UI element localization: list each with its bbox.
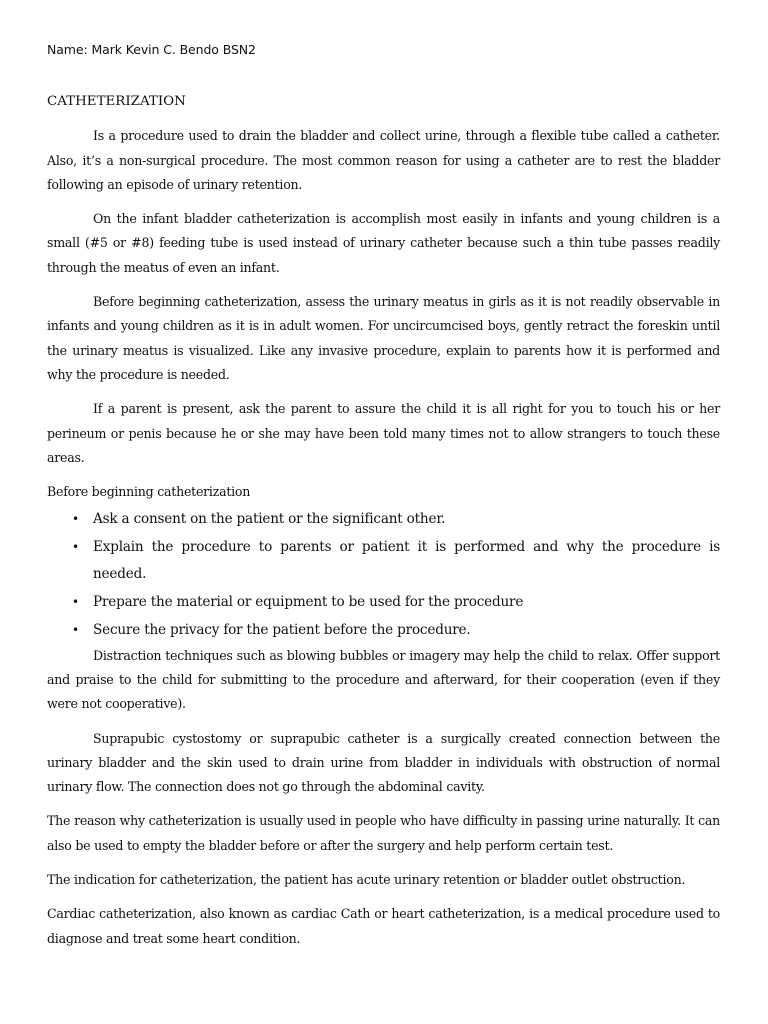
bullet-icon: • [72, 622, 79, 637]
paragraph-parent-present: If a parent is present, ask the parent to assure the child it is all right for you to touch his or her perineum or penis because he or she may have been told many times not to allow strangers to touch these areas. [47, 401, 720, 465]
paragraph-distraction: Distraction techniques such as blowing bubbles or imagery may help the child to relax. Offer support and praise to the child for submitting to the procedure and afterward, for their cooperation (even if they were not cooperative). [47, 647, 720, 712]
bullet-icon: • [72, 594, 79, 609]
paragraph-suprapubic: Suprapubic cystostomy or suprapubic catheter is a surgically created connection between the urinary bladder and the skin used to drain urine from bladder in individuals with obstruction of normal urinary flow. The connection does not go through the abdominal cavity. [47, 730, 720, 795]
preparation-list [47, 506, 720, 643]
document-body [47, 90, 720, 961]
list-item [72, 506, 720, 532]
paragraph-cardiac: Cardiac catheterization, also known as cardiac Cath or heart catheterization, is a medical procedure used to diagnose and treat some heart condition. [47, 906, 720, 946]
bullet-icon: • [72, 540, 79, 555]
list-item-text: Ask a consent on the patient or the significant other. [93, 511, 446, 528]
list-item [72, 534, 720, 587]
paragraph-reason: The reason why catheterization is usually used in people who have difficulty in passing urine naturally. It can also be used to empty the bladder before or after the surgery and help perform certain test. [47, 813, 720, 853]
list-item-text: Explain the procedure to parents or patient it is performed and why the procedure is needed. [93, 539, 720, 582]
paragraph-definition: Is a procedure used to drain the bladder and collect urine, through a flexible tube called a catheter. Also, it’s a non-surgical procedure. The most common reason for using a catheter are to rest the bladder following an episode of urinary retention. [47, 128, 720, 192]
author-name-line: Name: Mark Kevin C. Bendo BSN2 [47, 42, 256, 57]
paragraph-assessment: Before beginning catheterization, assess the urinary meatus in girls as it is not readily observable in infants and young children as it is in adult women. For uncircumcised boys, gently retract the foreskin until the urinary meatus is visualized. Like any invasive procedure, explain to parents how it is performed and why the procedure is needed. [47, 294, 720, 382]
paragraph-infant-catheterization: On the infant bladder catheterization is accomplish most easily in infants and young children is a small (#5 or #8) feeding tube is used instead of urinary catheter because such a thin tube passes readily through the meatus of even an infant. [47, 211, 720, 275]
list-heading: Before beginning catheterization [47, 484, 251, 500]
paragraph-indication: The indication for catheterization, the patient has acute urinary retention or bladder outlet obstruction. [47, 872, 686, 888]
list-item [72, 589, 720, 615]
list-item [72, 617, 720, 643]
bullet-icon: • [72, 512, 79, 527]
list-item-text: Secure the privacy for the patient before the procedure. [93, 621, 471, 638]
document-title: CATHETERIZATION [47, 94, 186, 109]
list-item-text: Prepare the material or equipment to be used for the procedure [93, 593, 524, 610]
